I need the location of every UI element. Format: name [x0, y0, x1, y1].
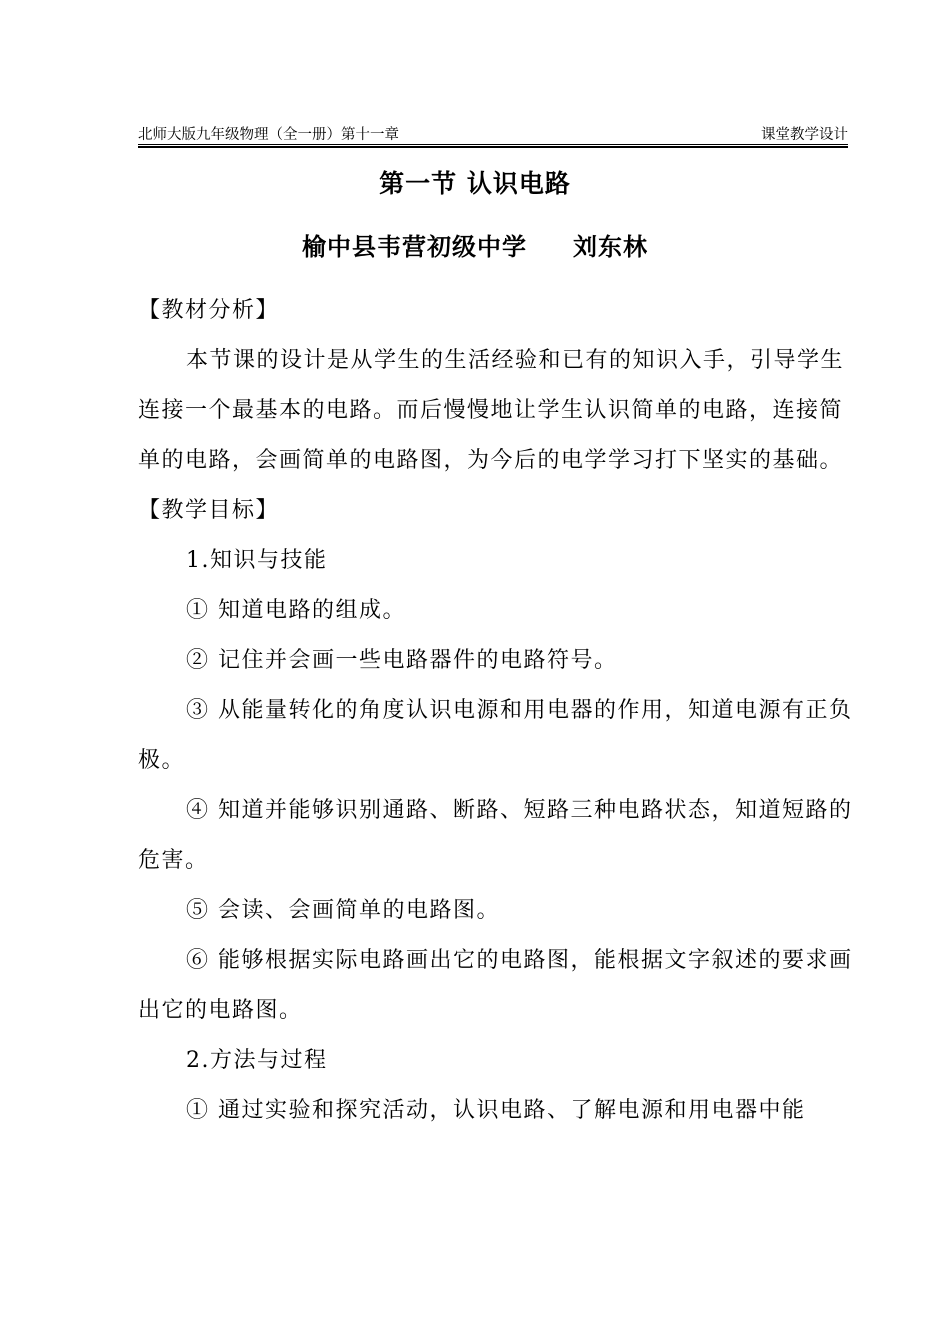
- goal-item: ⑥ 能够根据实际电路画出它的电路图，能根据文字叙述的要求画出它的电路图。: [138, 948, 853, 1023]
- goal-item: ⑤ 会读、会画简单的电路图。: [186, 898, 500, 923]
- header-doc-type: 课堂教学设计: [761, 127, 848, 143]
- page-header: [138, 124, 848, 148]
- goal-item: ④ 知道并能够识别通路、断路、短路三种电路状态，知道短路的危害。: [138, 798, 853, 873]
- document-body: [138, 286, 860, 1136]
- header-book-title: 北师大版九年级物理（全一册）第十一章: [138, 127, 399, 143]
- page-title: 第一节 认识电路: [379, 169, 571, 198]
- header-rule: [138, 144, 848, 145]
- goal-item: ② 记住并会画一些电路器件的电路符号。: [186, 648, 618, 673]
- goal-subheading-knowledge: 1.知识与技能: [186, 548, 328, 573]
- analysis-paragraph: 本节课的设计是从学生的生活经验和已有的知识入手，引导学生连接一个最基本的电路。而后慢慢地让学生认识简单的电路，连接简单的电路，会画简单的电路图，为今后的电学学习打下坚实的基础。: [138, 348, 845, 473]
- header-rule-thick: [138, 146, 848, 148]
- author-line: [0, 229, 950, 265]
- section-heading-goals: 【教学目标】: [138, 498, 280, 523]
- author-school: 榆中县韦营初级中学: [302, 233, 527, 261]
- section-heading-analysis: 【教材分析】: [138, 298, 280, 323]
- goal-item: ① 通过实验和探究活动，认识电路、了解电源和用电器中能: [186, 1098, 806, 1123]
- goal-item: ③ 从能量转化的角度认识电源和用电器的作用，知道电源有正负极。: [138, 698, 853, 773]
- goal-subheading-method: 2.方法与过程: [186, 1048, 328, 1073]
- author-name: 刘东林: [573, 233, 648, 261]
- goal-item: ① 知道电路的组成。: [186, 598, 406, 623]
